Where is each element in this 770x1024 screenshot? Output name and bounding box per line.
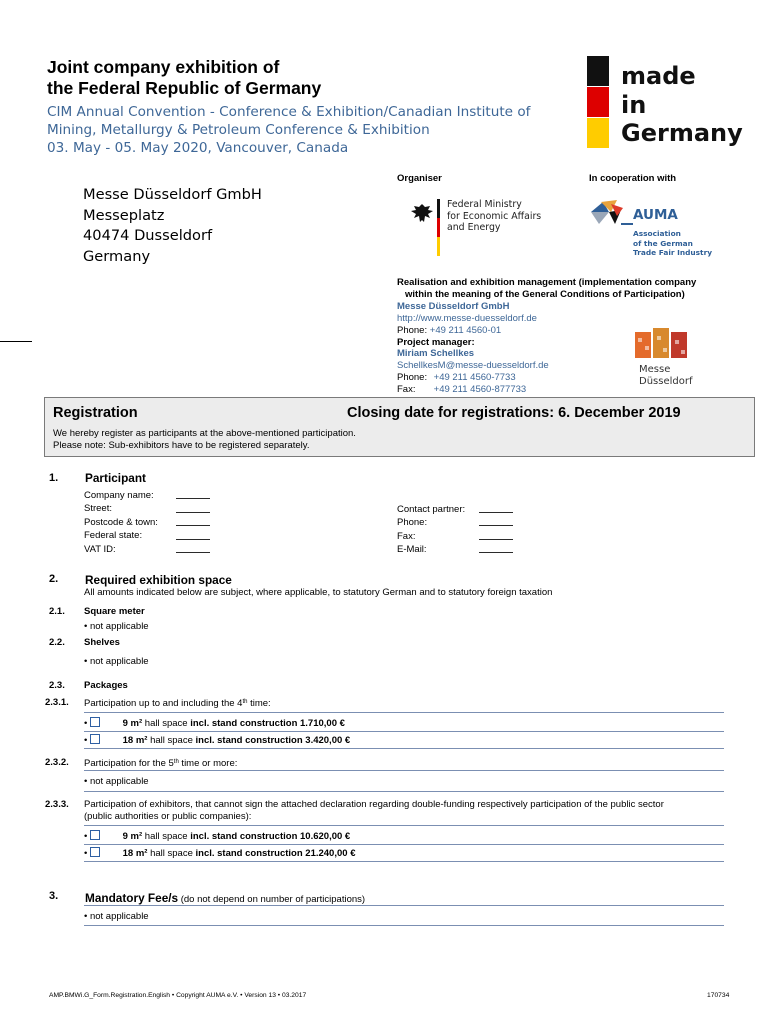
- auma-logo-text: [633, 229, 712, 258]
- package-option: [84, 734, 350, 747]
- postcode-town-field[interactable]: [176, 516, 210, 526]
- label-sup: th: [173, 759, 179, 765]
- logo-line-made: made: [621, 62, 696, 90]
- closing-date: Closing date for registrations: 6. December 2019: [347, 405, 681, 421]
- package-price: incl. stand construction 1.710,00 €: [190, 718, 345, 729]
- federal-state-label: Federal state:: [84, 530, 143, 542]
- fax-field[interactable]: [479, 530, 513, 540]
- package-price: incl. stand construction 21.240,00 €: [195, 848, 356, 859]
- made-in-germany-text: [621, 62, 743, 148]
- registration-text: [53, 428, 356, 451]
- page-title: [47, 57, 467, 99]
- footer-left: AMP.BMWi.G_Form.Registration.English • Copyright AUMA e.V. • Version 13 • 03.2017: [49, 992, 307, 999]
- participant-right-labels: [397, 503, 465, 557]
- company-name-field[interactable]: [176, 489, 210, 499]
- address-line: Germany: [83, 247, 151, 265]
- divider: [84, 791, 724, 792]
- logo-line-germany: Germany: [621, 119, 743, 147]
- package-qty: 9 m²: [122, 718, 143, 729]
- contact-partner-label: Contact partner:: [397, 504, 466, 515]
- realisation-company: Messe Düsseldorf GmbH: [397, 300, 510, 312]
- package-232-value: • not applicable: [84, 776, 149, 787]
- section-title-exhibition-space: Required exhibition space: [85, 573, 232, 587]
- section-number: 1.: [49, 472, 59, 484]
- section-title-participant: Participant: [85, 471, 146, 485]
- phone-value: +49 211 4560-7733: [433, 372, 516, 384]
- auma-line: Trade Fair Industry: [633, 248, 713, 258]
- recipient-address: [83, 185, 262, 267]
- phone-label: Phone:: [397, 372, 428, 384]
- section-number: 3.: [49, 890, 59, 902]
- label-text: (public authorities or public companies):: [84, 810, 252, 822]
- label-text: Participation for the 5: [84, 758, 174, 769]
- package-option: [84, 847, 355, 860]
- project-manager-name: Miriam Schellkes: [397, 348, 475, 360]
- phone-label: Phone:: [397, 517, 428, 529]
- subtitle-line-1: CIM Annual Convention - Conference & Exhibition/Canadian Institute of: [47, 104, 531, 120]
- square-meter-value: • not applicable: [84, 621, 149, 632]
- square-meter-title: Square meter: [84, 606, 145, 617]
- realisation-url[interactable]: http://www.messe-duesseldorf.de: [397, 312, 537, 324]
- phone-field[interactable]: [479, 516, 513, 526]
- vat-id-field[interactable]: [176, 543, 210, 553]
- auma-line: Association: [633, 229, 681, 238]
- auma-line: of the German: [633, 238, 693, 248]
- organiser-heading: Organiser: [397, 173, 442, 184]
- auma-wordmark: AUMA: [633, 207, 678, 223]
- shelves-value: • not applicable: [84, 656, 149, 667]
- subsection-number: 2.3.3.: [45, 799, 69, 810]
- pm-fax-row: [397, 384, 757, 396]
- divider: [84, 905, 724, 906]
- registration-text-line: Please note: Sub-exhibitors have to be registered separately.: [53, 439, 310, 451]
- divider: [84, 861, 724, 862]
- package-option: [84, 717, 345, 730]
- package-232-label: [84, 757, 237, 770]
- label-text: Participation of exhibitors, that cannot sign the attached declaration regarding double-funding respectively participation of the public sector: [84, 799, 664, 810]
- messe-line: Messe: [639, 364, 671, 375]
- fax-label: Fax:: [397, 384, 416, 396]
- vat-id-label: VAT ID:: [84, 543, 116, 555]
- cooperation-heading: In cooperation with: [589, 173, 677, 184]
- participant-left-labels: [84, 489, 158, 556]
- federal-eagle-icon: [409, 201, 435, 232]
- subsection-number: 2.2.: [49, 637, 65, 648]
- messe-line: Düsseldorf: [639, 376, 693, 387]
- package-mid: hall space: [142, 831, 191, 842]
- divider: [84, 925, 724, 926]
- subsection-number: 2.3.1.: [45, 697, 69, 708]
- divider: [84, 731, 724, 732]
- pm-phone-row: [397, 372, 757, 384]
- federal-state-field[interactable]: [176, 530, 210, 540]
- realisation-line-2: within the meaning of the General Conditions of Participation): [405, 288, 685, 300]
- package-mid: hall space: [147, 848, 196, 859]
- street-label: Street:: [84, 503, 112, 515]
- ministry-line: Federal Ministry: [447, 199, 522, 210]
- fax-value: +49 211 4560-877733: [433, 384, 527, 396]
- package-qty: 9 m²: [122, 831, 143, 842]
- bullet: •: [84, 848, 88, 859]
- package-checkbox[interactable]: [90, 830, 100, 840]
- ministry-line: for Economic Affairs: [447, 210, 542, 222]
- event-subtitle: [47, 103, 557, 157]
- flag-gold-icon: [587, 118, 609, 148]
- package-checkbox[interactable]: [90, 717, 100, 727]
- divider: [84, 748, 724, 749]
- realisation-block: [397, 277, 757, 396]
- package-checkbox[interactable]: [90, 734, 100, 744]
- package-mid: hall space: [147, 735, 196, 746]
- package-checkbox[interactable]: [90, 847, 100, 857]
- footer-right: 170734: [707, 992, 730, 999]
- bullet: •: [84, 718, 88, 729]
- package-price: incl. stand construction 10.620,00 €: [190, 831, 351, 842]
- divider: [84, 712, 724, 713]
- flag-red-icon: [587, 87, 609, 117]
- package-mid: hall space: [142, 718, 191, 729]
- email-field[interactable]: [479, 543, 513, 553]
- shelves-title: Shelves: [84, 637, 120, 648]
- contact-partner-field[interactable]: [479, 503, 513, 513]
- auma-logo-icon: [589, 198, 633, 233]
- project-manager-heading: Project manager:: [397, 336, 475, 348]
- bullet: •: [84, 735, 88, 746]
- title-line-2: the Federal Republic of Germany: [47, 78, 322, 98]
- ministry-line: and Energy: [447, 222, 501, 234]
- address-line: Messe Düsseldorf GmbH: [83, 186, 262, 203]
- subsection-number: 2.3.: [49, 680, 65, 691]
- ministry-flag-bar: [437, 199, 440, 256]
- label-text: time or more:: [178, 758, 238, 769]
- label-text: time:: [247, 698, 271, 709]
- logo-line-in: in: [621, 90, 647, 119]
- project-manager-email[interactable]: SchellkesM@messe-duesseldorf.de: [397, 360, 549, 372]
- label-text: Participation up to and including the 4: [84, 698, 243, 709]
- subtitle-line-3: 03. May - 05. May 2020, Vancouver, Canada: [47, 140, 349, 156]
- package-qty: 18 m²: [122, 848, 148, 859]
- bullet: •: [84, 831, 88, 842]
- registration-text-line: We hereby register as participants at the above-mentioned participation.: [53, 428, 356, 439]
- fold-mark: [0, 341, 32, 342]
- company-name-label: Company name:: [84, 490, 154, 501]
- messe-logo-text: [639, 364, 693, 388]
- fee-note: (do not depend on number of participations): [178, 894, 366, 905]
- subsection-number: 2.3.2.: [45, 757, 69, 768]
- flag-black-icon: [587, 56, 609, 86]
- package-233-label: [84, 799, 734, 823]
- fee-value: • not applicable: [84, 911, 149, 922]
- registration-title: Registration: [53, 405, 138, 421]
- divider: [84, 844, 724, 845]
- phone-value: +49 211 4560-01: [429, 324, 502, 336]
- email-label: E-Mail:: [397, 544, 427, 556]
- package-option: [84, 830, 350, 843]
- realisation-line-1: Realisation and exhibition management (implementation company: [397, 277, 697, 288]
- package-price: incl. stand construction 3.420,00 €: [195, 735, 351, 746]
- divider: [84, 770, 724, 771]
- fax-label: Fax:: [397, 530, 416, 542]
- label-sup: th: [242, 699, 248, 705]
- address-line: 40474 Dusseldorf: [83, 227, 213, 244]
- fee-title: Mandatory Fee/s: [85, 891, 179, 905]
- tax-note: All amounts indicated below are subject, where applicable, to statutory German and to statutory foreign taxation: [84, 587, 553, 598]
- ministry-logo-text: [447, 199, 541, 234]
- subtitle-line-2: Mining, Metallurgy & Petroleum Conference & Exhibition: [47, 122, 430, 138]
- title-line-1: Joint company exhibition of: [47, 57, 280, 77]
- messe-duesseldorf-logo-icon: [635, 328, 687, 365]
- street-field[interactable]: [176, 503, 210, 513]
- packages-title: Packages: [84, 680, 128, 691]
- postcode-town-label: Postcode & town:: [84, 516, 158, 528]
- divider: [84, 825, 724, 826]
- package-231-label: [84, 697, 271, 710]
- phone-label: Phone:: [397, 324, 428, 336]
- section-number: 2.: [49, 573, 59, 585]
- package-qty: 18 m²: [122, 735, 148, 746]
- subsection-number: 2.1.: [49, 606, 65, 617]
- address-line: Messeplatz: [83, 206, 165, 224]
- realisation-phone-row: [397, 325, 757, 337]
